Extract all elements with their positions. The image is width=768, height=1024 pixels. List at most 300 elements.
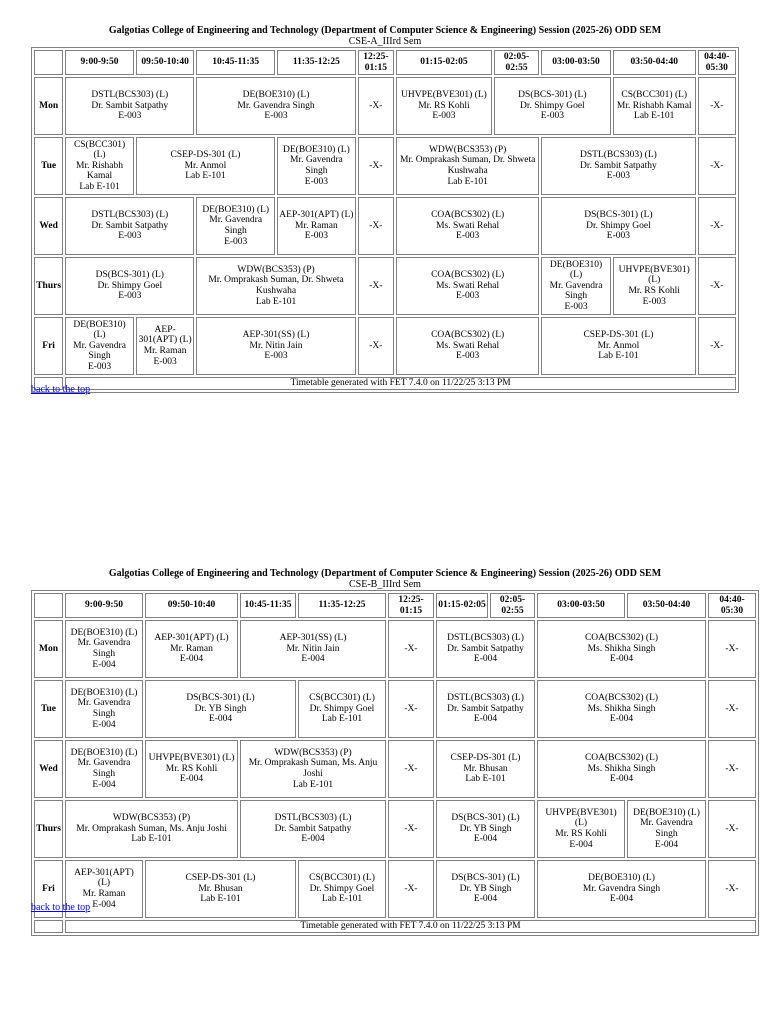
course-name: DE(BOE310) (L) — [588, 873, 655, 884]
room-name: E-003 — [540, 111, 564, 122]
timetable-section-cse-b — [31, 568, 745, 936]
day-label: Mon — [34, 620, 63, 678]
instructor-name: Mr. Gavendra Singh — [77, 698, 131, 719]
course-name: DS(BCS-301) (L) — [451, 873, 520, 884]
free-marker: -X- — [369, 280, 383, 291]
class-cell — [65, 317, 134, 375]
class-cell — [298, 680, 386, 738]
room-name: E-003 — [564, 301, 588, 312]
course-name: DSTL(BCS303) (L) — [274, 813, 352, 824]
class-cell — [396, 317, 539, 375]
free-slot-cell — [708, 740, 756, 798]
class-cell — [196, 197, 275, 255]
free-slot-cell — [388, 680, 434, 738]
room-name: E-003 — [456, 291, 480, 302]
time-slot-header: 10:45-11:35 — [240, 593, 296, 618]
free-marker: -X- — [725, 643, 739, 654]
course-name: COA(BCS302) (L) — [584, 693, 659, 704]
course-name: UHVPE(BVE301) (L) — [401, 90, 487, 101]
course-name: DSTL(BCS303) (L) — [447, 693, 524, 704]
room-name: E-004 — [609, 894, 634, 905]
class-cell — [65, 620, 143, 678]
room-name: E-003 — [606, 171, 631, 182]
course-name: CS(BCC301) (L) — [309, 693, 375, 704]
room-name: Lab E-101 — [634, 111, 675, 122]
back-to-top-link[interactable]: back to the top — [31, 902, 91, 913]
course-name: CSEP-DS-301 (L) — [185, 873, 256, 884]
room-name: E-003 — [264, 351, 288, 362]
free-marker: -X- — [404, 823, 418, 834]
instructor-name: Mr. Omprakash Suman, Ms. Anju Joshi — [76, 823, 227, 834]
time-slot-header: 09:50-10:40 — [136, 50, 195, 75]
time-slot-header: 04:40-05:30 — [708, 593, 756, 618]
instructor-name: Mr. Nitin Jain — [286, 643, 340, 654]
free-slot-cell — [358, 77, 394, 135]
instructor-name: Mr. Gavendra Singh — [640, 818, 693, 839]
free-slot-cell — [358, 197, 394, 255]
room-name: Lab E-101 — [292, 779, 334, 790]
free-marker: -X- — [725, 883, 739, 894]
instructor-name: Mr. Anmol — [597, 340, 640, 351]
class-cell — [613, 77, 696, 135]
class-cell — [145, 860, 296, 918]
instructor-name: Dr. Sambit Satpathy — [447, 643, 524, 654]
time-slot-header: 02:05-02:55 — [490, 593, 535, 618]
course-name: DS(BCS-301) (L) — [186, 693, 255, 704]
room-name: E-004 — [473, 654, 498, 665]
room-name: E-003 — [642, 296, 666, 307]
instructor-name: Ms. Shikha Singh — [587, 703, 656, 714]
free-slot-cell — [708, 800, 756, 858]
class-cell — [396, 257, 539, 315]
time-slot-header: 09:50-10:40 — [145, 593, 238, 618]
instructor-name: Dr. YB Singh — [459, 883, 512, 894]
instructor-name: Mr. Omprakash Suman, Dr. Shweta Kushwaha — [399, 155, 536, 176]
class-cell — [627, 800, 706, 858]
instructor-name: Mr. Bhusan — [463, 763, 508, 774]
footer-row — [34, 920, 756, 933]
time-slot-header: 12:25-01:15 — [358, 50, 394, 75]
class-cell — [613, 257, 696, 315]
day-row — [34, 620, 756, 678]
course-name: COA(BCS302) (L) — [431, 210, 505, 221]
time-slot-header: 9:00-9:50 — [65, 593, 143, 618]
time-slot-header: 01:15-02:05 — [396, 50, 492, 75]
course-name: WDW(BCS353) (P) — [112, 813, 191, 824]
instructor-name: Dr. YB Singh — [194, 703, 247, 714]
free-slot-cell — [358, 317, 394, 375]
room-name: E-003 — [224, 236, 248, 247]
instructor-name: Dr. Shimpy Goel — [586, 220, 651, 231]
course-name: DS(BCS-301) (L) — [451, 813, 520, 824]
room-name: E-004 — [569, 839, 593, 850]
free-marker: -X- — [369, 160, 383, 171]
timetable-title: Galgotias College of Engineering and Technology (Department of Computer Science & Engineering) Session (2025-26) ODD SEM — [108, 25, 662, 36]
day-row — [34, 137, 736, 195]
class-cell — [541, 317, 695, 375]
class-cell — [298, 860, 386, 918]
instructor-name: Mr. Gavendra Singh — [73, 340, 126, 362]
course-name: DS(BCS-301) (L) — [95, 270, 164, 281]
time-slot-header: 03:50-04:40 — [627, 593, 706, 618]
room-name: Lab E-101 — [200, 894, 241, 905]
class-cell — [541, 137, 695, 195]
room-name: E-003 — [118, 111, 142, 122]
free-slot-cell — [698, 257, 736, 315]
class-cell — [196, 317, 355, 375]
room-name: Lab E-101 — [447, 176, 488, 187]
free-slot-cell — [698, 317, 736, 375]
instructor-name: Dr. Shimpy Goel — [309, 883, 375, 894]
instructor-name: Dr. Sambit Satpathy — [580, 160, 657, 171]
back-to-top-link[interactable]: back to the top — [31, 384, 91, 395]
free-marker: -X- — [404, 763, 418, 774]
course-name: DE(BOE310) (L) — [242, 90, 310, 101]
instructor-name: Mr. RS Kohli — [165, 763, 218, 774]
day-label: Wed — [34, 197, 63, 255]
class-cell — [541, 257, 611, 315]
time-slot-header: 10:45-11:35 — [196, 50, 275, 75]
free-slot-cell — [388, 740, 434, 798]
timetable-table — [31, 590, 759, 936]
day-label: Tue — [34, 137, 63, 195]
timetable-section-cse-a — [31, 25, 739, 393]
day-label: Thurs — [34, 257, 63, 315]
room-name: E-004 — [208, 714, 233, 725]
instructor-name: Dr. Sambit Satpathy — [91, 100, 169, 111]
instructor-name: Mr. Gavendra Singh — [77, 638, 131, 659]
free-marker: -X- — [725, 703, 739, 714]
day-row — [34, 680, 756, 738]
class-cell — [436, 800, 535, 858]
course-name: DSTL(BCS303) (L) — [91, 210, 169, 221]
free-marker: -X- — [369, 220, 383, 231]
instructor-name: Mr. Gavendra Singh — [77, 758, 131, 779]
header-row — [34, 50, 736, 75]
instructor-name: Dr. YB Singh — [459, 823, 512, 834]
instructor-name: Dr. Sambit Satpathy — [447, 703, 524, 714]
room-name: E-004 — [609, 654, 634, 665]
free-slot-cell — [698, 77, 736, 135]
free-slot-cell — [358, 137, 394, 195]
time-slot-header: 11:35-12:25 — [298, 593, 386, 618]
class-cell — [65, 800, 238, 858]
time-slot-header: 03:00-03:50 — [541, 50, 611, 75]
class-cell — [65, 257, 194, 315]
instructor-name: Dr. Shimpy Goel — [520, 100, 585, 111]
class-cell — [145, 620, 238, 678]
free-marker: -X- — [725, 763, 739, 774]
class-cell — [196, 77, 355, 135]
instructor-name: Mr. Gavendra Singh — [582, 883, 661, 894]
class-cell — [436, 860, 535, 918]
timetable-caption — [31, 25, 739, 47]
course-name: CS(BCC301) (L) — [73, 139, 126, 161]
day-row — [34, 197, 736, 255]
class-cell — [537, 860, 706, 918]
instructor-name: Mr. Raman — [143, 346, 187, 356]
free-marker: -X- — [710, 100, 724, 111]
day-row — [34, 77, 736, 135]
instructor-name: Mr. Raman — [82, 889, 126, 899]
room-name: E-003 — [456, 351, 480, 362]
time-slot-header: 03:50-04:40 — [613, 50, 696, 75]
time-slot-header: 9:00-9:50 — [65, 50, 134, 75]
free-marker: -X- — [710, 280, 724, 291]
timetable-table — [31, 47, 739, 393]
course-name: WDW(BCS353) (P) — [428, 144, 507, 155]
timetable-caption — [31, 568, 739, 590]
course-name: CS(BCC301) (L) — [309, 873, 375, 884]
room-name: E-004 — [609, 714, 634, 725]
room-name: E-004 — [609, 774, 634, 785]
course-name: UHVPE(BVE301) (L) — [148, 753, 235, 764]
course-name: COA(BCS302) (L) — [584, 633, 659, 644]
time-slot-header: 12:25-01:15 — [388, 593, 434, 618]
class-cell — [277, 137, 356, 195]
instructor-name: Mr. Rishabh Kamal — [616, 100, 692, 111]
course-name: UHVPE(BVE301) (L) — [545, 807, 617, 829]
room-name: E-003 — [264, 111, 288, 122]
instructor-name: Mr. Omprakash Suman, Ms. Anju Joshi — [248, 758, 378, 779]
course-name: DE(BOE310) (L) — [70, 687, 138, 698]
course-name: DE(BOE310) (L) — [73, 319, 126, 341]
instructor-name: Ms. Swati Rehal — [436, 280, 500, 291]
instructor-name: Dr. Sambit Satpathy — [274, 823, 352, 834]
room-name: Lab E-101 — [255, 296, 297, 307]
time-slot-header: 01:15-02:05 — [436, 593, 488, 618]
room-name: Lab E-101 — [131, 834, 172, 845]
course-name: AEP-301(SS) (L) — [242, 330, 310, 341]
room-name: Lab E-101 — [79, 181, 120, 192]
room-name: E-004 — [301, 654, 325, 665]
course-name: DE(BOE310) (L) — [70, 747, 138, 758]
day-row — [34, 860, 756, 918]
class-cell — [277, 197, 356, 255]
free-marker: -X- — [369, 340, 383, 351]
class-cell — [240, 800, 386, 858]
room-name: Lab E-101 — [321, 714, 363, 725]
free-marker: -X- — [404, 883, 418, 894]
day-row — [34, 740, 756, 798]
class-cell — [537, 740, 706, 798]
course-name: AEP-301(SS) (L) — [279, 633, 347, 644]
instructor-name: Mr. Gavendra Singh — [289, 155, 343, 176]
day-label: Mon — [34, 77, 63, 135]
class-cell — [436, 620, 535, 678]
course-name: CS(BCC301) (L) — [621, 90, 688, 101]
course-name: DSTL(BCS303) (L) — [91, 90, 169, 101]
day-row — [34, 317, 736, 375]
footer-empty-cell — [34, 920, 63, 933]
course-name: COA(BCS302) (L) — [584, 753, 659, 764]
class-cell — [65, 137, 134, 195]
room-name: Lab E-101 — [598, 351, 639, 362]
instructor-name: Dr. Shimpy Goel — [309, 703, 375, 714]
free-slot-cell — [708, 620, 756, 678]
room-name: Lab E-101 — [185, 171, 226, 182]
course-name: WDW(BCS353) (P) — [237, 264, 315, 275]
instructor-name: Mr. Gavendra Singh — [237, 100, 315, 111]
free-marker: -X- — [404, 703, 418, 714]
class-cell — [396, 137, 539, 195]
room-name: E-003 — [606, 231, 631, 242]
class-cell — [436, 740, 535, 798]
instructor-name: Mr. Raman — [295, 220, 338, 231]
day-label: Thurs — [34, 800, 63, 858]
class-cell — [145, 740, 238, 798]
room-name: Lab E-101 — [465, 774, 506, 785]
instructor-name: Mr. RS Kohli — [555, 829, 607, 839]
course-name: DSTL(BCS303) (L) — [447, 633, 524, 644]
room-name: E-003 — [456, 231, 480, 242]
course-name: DE(BOE310) (L) — [283, 144, 350, 155]
course-name: DS(BCS-301) (L) — [584, 210, 653, 221]
class-cell — [537, 680, 706, 738]
room-name: E-003 — [87, 361, 112, 372]
course-name: DE(BOE310) (L) — [633, 807, 700, 818]
day-label: Fri — [34, 860, 63, 918]
day-label: Fri — [34, 317, 63, 375]
instructor-name: Mr. Bhusan — [198, 883, 243, 894]
instructor-name: Mr. Gavendra Singh — [549, 280, 603, 302]
course-name: WDW(BCS353) (P) — [274, 747, 352, 758]
instructor-name: Mr. Raman — [170, 643, 213, 654]
room-name: E-003 — [118, 291, 142, 302]
room-name: E-003 — [432, 111, 456, 122]
room-name: E-004 — [473, 714, 498, 725]
class-cell — [396, 197, 539, 255]
class-cell — [65, 197, 194, 255]
room-name: E-004 — [473, 834, 498, 845]
corner-cell — [34, 50, 63, 75]
timetable-title: Galgotias College of Engineering and Technology (Department of Computer Science & Engineering) Session (2025-26) ODD SEM — [108, 568, 662, 579]
header-row — [34, 593, 756, 618]
room-name: E-003 — [304, 176, 328, 187]
course-name: CSEP-DS-301 (L) — [170, 150, 241, 161]
instructor-name: Ms. Shikha Singh — [587, 763, 656, 774]
free-slot-cell — [358, 257, 394, 315]
class-cell — [436, 680, 535, 738]
day-label: Tue — [34, 680, 63, 738]
course-name: DS(BCS-301) (L) — [518, 90, 587, 101]
generator-note: Timetable generated with FET 7.4.0 on 11/22/25 3:13 PM — [65, 377, 736, 390]
free-slot-cell — [708, 680, 756, 738]
room-name: E-004 — [179, 654, 204, 665]
timetable-subtitle: CSE-B_IIIrd Sem — [349, 579, 421, 590]
timetable-subtitle: CSE-A_IIIrd Sem — [348, 36, 422, 47]
free-marker: -X- — [710, 340, 724, 351]
class-cell — [494, 77, 611, 135]
room-name: Lab E-101 — [321, 894, 363, 905]
room-name: E-004 — [473, 894, 498, 905]
instructor-name: Ms. Swati Rehal — [436, 340, 500, 351]
instructor-name: Mr. Rishabh Kamal — [76, 160, 124, 182]
room-name: E-004 — [92, 719, 116, 730]
course-name: COA(BCS302) (L) — [431, 270, 505, 281]
corner-cell — [34, 593, 63, 618]
time-slot-header: 04:40-05:30 — [698, 50, 736, 75]
instructor-name: Mr. Nitin Jain — [249, 340, 303, 351]
free-marker: -X- — [725, 823, 739, 834]
course-name: DE(BOE310) (L) — [202, 204, 270, 215]
class-cell — [136, 317, 195, 375]
class-cell — [65, 77, 194, 135]
room-name: E-004 — [92, 659, 116, 670]
course-name: CSEP-DS-301 (L) — [583, 330, 654, 341]
room-name: E-004 — [92, 779, 116, 790]
time-slot-header: 03:00-03:50 — [537, 593, 625, 618]
room-name: E-004 — [654, 839, 679, 850]
course-name: UHVPE(BVE301) (L) — [618, 264, 690, 286]
class-cell — [396, 77, 492, 135]
class-cell — [145, 680, 296, 738]
room-name: E-003 — [153, 356, 177, 367]
day-label: Wed — [34, 740, 63, 798]
instructor-name: Dr. Shimpy Goel — [97, 280, 163, 291]
class-cell — [537, 800, 625, 858]
free-slot-cell — [698, 197, 736, 255]
free-slot-cell — [388, 620, 434, 678]
class-cell — [240, 740, 386, 798]
instructor-name: Mr. Anmol — [184, 160, 227, 171]
class-cell — [65, 740, 143, 798]
room-name: E-003 — [304, 231, 328, 242]
instructor-name: Ms. Shikha Singh — [587, 643, 656, 654]
instructor-name: Mr. Omprakash Suman, Dr. Shweta Kushwaha — [208, 275, 344, 296]
free-marker: -X- — [369, 100, 383, 111]
class-cell — [537, 620, 706, 678]
class-cell — [136, 137, 275, 195]
instructor-name: Mr. RS Kohli — [418, 100, 470, 111]
course-name: AEP-301(APT) (L) — [154, 633, 229, 644]
free-marker: -X- — [404, 643, 418, 654]
instructor-name: Dr. Sambit Satpathy — [91, 220, 169, 231]
room-name: E-003 — [118, 231, 142, 242]
free-slot-cell — [708, 860, 756, 918]
day-row — [34, 800, 756, 858]
time-slot-header: 11:35-12:25 — [277, 50, 356, 75]
course-name: AEP-301(APT) (L) — [279, 210, 354, 221]
class-cell — [240, 620, 386, 678]
room-name: E-004 — [301, 834, 325, 845]
class-cell — [541, 197, 695, 255]
free-slot-cell — [388, 800, 434, 858]
course-name: COA(BCS302) (L) — [431, 330, 505, 341]
footer-row — [34, 377, 736, 390]
course-name: DSTL(BCS303) (L) — [580, 150, 657, 161]
course-name: DE(BOE310) (L) — [70, 627, 138, 638]
generator-note: Timetable generated with FET 7.4.0 on 11/22/25 3:13 PM — [65, 920, 756, 933]
free-slot-cell — [388, 860, 434, 918]
class-cell — [65, 680, 143, 738]
course-name: DE(BOE310) (L) — [549, 259, 603, 281]
class-cell — [196, 257, 355, 315]
course-name: AEP-301(APT) (L) — [138, 324, 192, 346]
instructor-name: Mr. Gavendra Singh — [209, 215, 263, 236]
free-slot-cell — [698, 137, 736, 195]
instructor-name: Mr. RS Kohli — [628, 286, 680, 296]
time-slot-header: 02:05-02:55 — [494, 50, 539, 75]
room-name: E-004 — [179, 774, 204, 785]
room-name: E-004 — [92, 899, 116, 910]
free-marker: -X- — [710, 220, 724, 231]
instructor-name: Ms. Swati Rehal — [436, 220, 500, 231]
course-name: CSEP-DS-301 (L) — [450, 753, 521, 764]
day-row — [34, 257, 736, 315]
free-marker: -X- — [710, 160, 724, 171]
course-name: AEP-301(APT) (L) — [74, 867, 134, 889]
